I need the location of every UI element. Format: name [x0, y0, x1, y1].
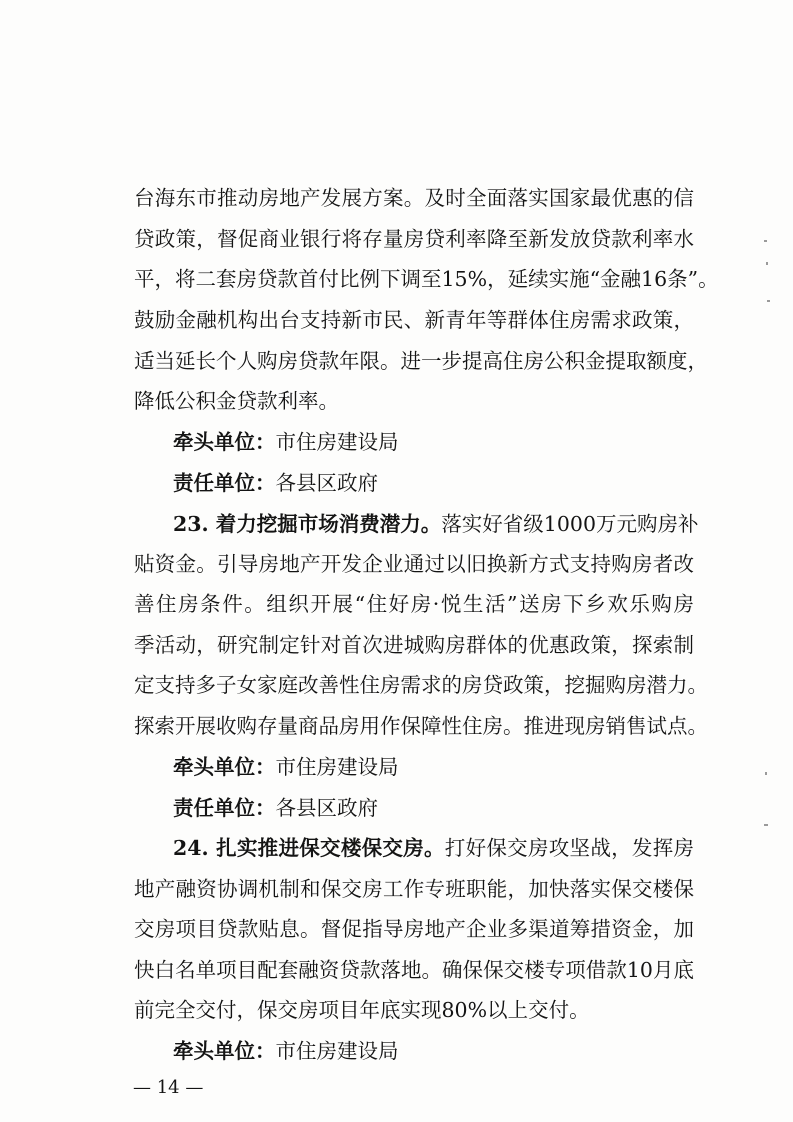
paragraph-line: 降低公积金贷款利率。	[134, 389, 339, 413]
lead-unit-line	[173, 753, 694, 781]
paragraph-line: 定支持多子女家庭改善性住房需求的房贷政策，挖掘购房潜力。	[134, 673, 708, 697]
scan-mark	[764, 240, 767, 242]
scan-mark	[765, 772, 767, 775]
page-number: — 14 —	[133, 1077, 204, 1098]
lead-unit-value: 市住房建设局	[275, 430, 399, 454]
paragraph-line: 鼓励金融机构出台支持新市民、新青年等群体住房需求政策，	[134, 308, 694, 332]
item-24-first-line	[173, 834, 694, 862]
paragraph-line: 善住房条件。组织开展“住好房·悦生活”送房下乡欢乐购房	[134, 592, 694, 616]
scan-mark	[764, 824, 768, 826]
paragraph-line: 交房项目贷款贴息。督促指导房地产企业多渠道筹措资金，加	[134, 917, 694, 941]
responsible-unit-label: 责任单位：	[173, 796, 276, 820]
lead-unit-label: 牵头单位：	[173, 755, 276, 779]
lead-unit-label: 牵头单位：	[173, 1039, 276, 1063]
lead-unit-value: 市住房建设局	[275, 755, 399, 779]
item-23-text: 落实好省级1000万元购房补	[441, 512, 699, 536]
lead-unit-line	[173, 428, 694, 456]
paragraph-line: 前完全交付，保交房项目年底实现80%以上交付。	[134, 998, 590, 1022]
lead-unit-label: 牵头单位：	[173, 430, 276, 454]
responsible-unit-label: 责任单位：	[173, 471, 276, 495]
responsible-unit-line	[173, 794, 694, 822]
item-24-text: 打好保交房攻坚战，发挥房	[444, 836, 694, 860]
responsible-unit-line	[173, 469, 694, 497]
paragraph-line: 台海东市推动房地产发展方案。及时全面落实国家最优惠的信	[134, 186, 694, 210]
paragraph-line: 快白名单项目配套融资贷款落地。确保保交楼专项借款10月底	[134, 958, 694, 982]
lead-unit-line	[173, 1037, 694, 1065]
scan-mark	[767, 300, 770, 302]
scan-mark	[766, 262, 768, 265]
paragraph-line: 贴资金。引导房地产开发企业通过以旧换新方式支持购房者改	[134, 552, 694, 576]
item-24-heading: 24. 扎实推进保交楼保交房。	[173, 836, 445, 860]
item-23-first-line	[173, 510, 699, 538]
paragraph-line: 适当延长个人购房贷款年限。进一步提高住房公积金提取额度，	[134, 349, 708, 373]
paragraph-line: 贷政策，督促商业银行将存量房贷利率降至新发放贷款利率水	[134, 227, 694, 251]
lead-unit-value: 市住房建设局	[275, 1039, 399, 1063]
paragraph-line: 地产融资协调机制和保交房工作专班职能，加快落实保交楼保	[134, 877, 694, 901]
responsible-unit-value: 各县区政府	[275, 471, 378, 495]
paragraph-line: 平，将二套房贷款首付比例下调至15%，延续实施“金融16条”。	[134, 267, 719, 291]
paragraph-line: 季活动，研究制定针对首次进城购房群体的优惠政策，探索制	[134, 633, 694, 657]
paragraph-line: 探索开展收购存量商品房用作保障性住房。推进现房销售试点。	[134, 714, 708, 738]
item-23-heading: 23. 着力挖掘市场消费潜力。	[173, 512, 442, 536]
responsible-unit-value: 各县区政府	[275, 796, 378, 820]
